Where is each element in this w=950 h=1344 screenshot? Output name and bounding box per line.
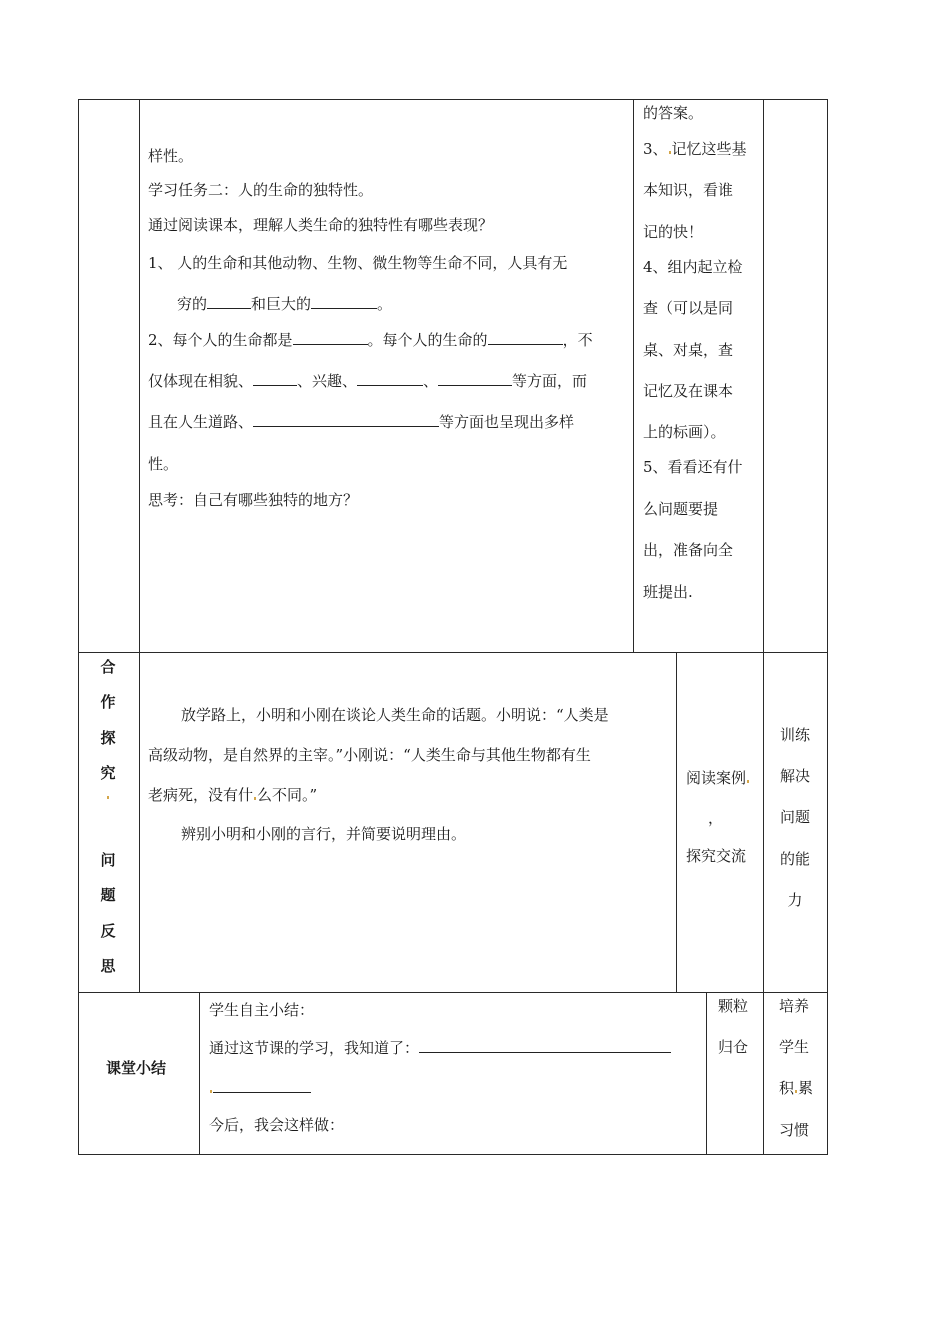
method-line: 归仓	[718, 1038, 749, 1056]
fill-blank-line	[148, 371, 587, 391]
answer-blank[interactable]	[419, 1038, 671, 1053]
case-text-line: 放学路上，小明和小刚在谈论人类生命的话题。小明说：“人类是	[181, 706, 609, 724]
table-border-left	[78, 99, 79, 1155]
row-divider-1	[78, 652, 828, 653]
summary-line: 今后，我会这样做：	[209, 1116, 345, 1134]
text-line: 1、 人的生命和其他动物、生物、微生物等生命不同，人具有无	[148, 254, 568, 272]
label-char: 反	[100, 922, 116, 940]
row-divider-2	[78, 992, 828, 993]
fill-blank-line	[177, 294, 392, 314]
text-fragment: 和巨大的	[251, 295, 312, 313]
answer-blank[interactable]	[357, 371, 423, 386]
method-line: 的答案。	[643, 104, 704, 122]
method-line: 班提出.	[643, 583, 693, 601]
task-heading: 学习任务二：人的生命的独特性。	[148, 181, 374, 199]
mark-dot	[210, 1090, 212, 1093]
text-fragment: 。每个人的生命的	[367, 331, 488, 349]
text-fragment: 且在人生道路、	[148, 413, 254, 431]
text-fragment: ，不	[562, 331, 593, 349]
text-fragment: 通过这节课的学习，我知道了：	[209, 1039, 420, 1057]
table-border-top	[78, 99, 828, 100]
col-divider	[706, 992, 707, 1154]
text-fragment: 穷的	[177, 295, 208, 313]
mark-dot	[669, 151, 671, 154]
think-question: 思考：自己有哪些独特的地方？	[148, 491, 359, 509]
goal-line: 力	[787, 891, 803, 909]
mark-dot	[107, 796, 109, 799]
method-line: 么问题要提	[643, 500, 719, 518]
table-border-bottom	[78, 1154, 828, 1155]
table-border-right	[827, 99, 828, 1155]
fill-blank-line	[148, 412, 574, 432]
text-fragment: 2、每个人的生命都是	[148, 331, 293, 349]
text-fragment: 么不同。”	[257, 786, 318, 804]
case-text-line: 高级动物，是自然界的主宰。”小刚说：“人类生命与其他生物都有生	[148, 746, 591, 764]
method-line: 记忆及在课本	[643, 382, 734, 400]
section-label-summary: 课堂小结	[106, 1059, 167, 1077]
label-char: 思	[100, 957, 116, 975]
text-fragment: 累	[798, 1079, 814, 1097]
goal-line: 的能	[779, 850, 810, 868]
summary-line: 学生自主小结：	[209, 1001, 315, 1019]
text-fragment: 。	[377, 295, 393, 313]
summary-line	[209, 1078, 311, 1098]
answer-blank[interactable]	[253, 412, 439, 427]
text-fragment: 阅读案例	[686, 769, 747, 787]
method-line: 探究交流	[686, 847, 747, 865]
col-divider	[763, 99, 764, 992]
label-char: 合	[100, 658, 116, 676]
text-line: 性。	[148, 455, 179, 473]
label-char: 题	[100, 886, 116, 904]
mark-dot	[795, 1090, 797, 1093]
goal-line: 问题	[779, 808, 810, 826]
goal-line: 解决	[779, 767, 810, 785]
goal-line: 习惯	[779, 1121, 810, 1139]
text-line: 通过阅读课本，理解人类生命的独特性有哪些表现？	[148, 216, 494, 234]
label-char: 究	[100, 764, 116, 782]
mark-dot	[747, 780, 749, 783]
text-fragment: 、兴趣、	[297, 372, 358, 390]
col-divider	[199, 992, 200, 1154]
label-char: 探	[100, 729, 116, 747]
col-divider	[676, 652, 677, 992]
method-line	[686, 768, 750, 788]
goal-line: 学生	[779, 1038, 810, 1056]
col-divider	[633, 99, 634, 652]
answer-blank[interactable]	[293, 330, 368, 345]
case-question: 辨别小明和小刚的言行，并简要说明理由。	[181, 825, 467, 843]
method-line: 出，准备向全	[643, 541, 734, 559]
text-fragment: 记忆这些基	[671, 140, 747, 158]
answer-blank[interactable]	[488, 330, 563, 345]
method-line: 5、看看还有什	[643, 458, 743, 476]
text-line: 样性。	[148, 147, 194, 165]
summary-line	[209, 1038, 671, 1058]
text-fragment: 积	[779, 1079, 795, 1097]
answer-blank[interactable]	[213, 1078, 311, 1093]
method-line: 本知识，看谁	[643, 181, 734, 199]
method-line: 上的标画）。	[643, 423, 726, 441]
text-fragment: 等方面，而	[512, 372, 588, 390]
goal-line: 培养	[779, 997, 810, 1015]
answer-blank[interactable]	[253, 371, 297, 386]
answer-blank[interactable]	[311, 294, 377, 309]
text-fragment: 等方面也呈现出多样	[439, 413, 575, 431]
method-line	[643, 139, 747, 159]
method-line: 查（可以是同	[643, 299, 734, 317]
text-fragment: 3、	[643, 140, 668, 158]
label-char: 作	[100, 693, 116, 711]
goal-line: 训练	[779, 726, 810, 744]
text-fragment: 仅体现在相貌、	[148, 372, 254, 390]
case-text-line	[148, 785, 317, 805]
answer-blank[interactable]	[207, 294, 251, 309]
label-char: 问	[100, 851, 116, 869]
method-line: 颗粒	[718, 997, 749, 1015]
col-divider	[763, 992, 764, 1154]
method-line: 记的快！	[643, 223, 704, 241]
method-line: 4、组内起立检	[643, 258, 743, 276]
fill-blank-line	[148, 330, 593, 350]
col-divider	[139, 99, 140, 992]
method-line: 桌、对桌，查	[643, 341, 734, 359]
method-comma: ，	[708, 809, 724, 827]
text-fragment: 、	[423, 372, 439, 390]
text-fragment: 老病死，没有什	[148, 786, 254, 804]
mark-dot	[254, 797, 256, 800]
answer-blank[interactable]	[438, 371, 512, 386]
goal-line	[779, 1078, 813, 1098]
